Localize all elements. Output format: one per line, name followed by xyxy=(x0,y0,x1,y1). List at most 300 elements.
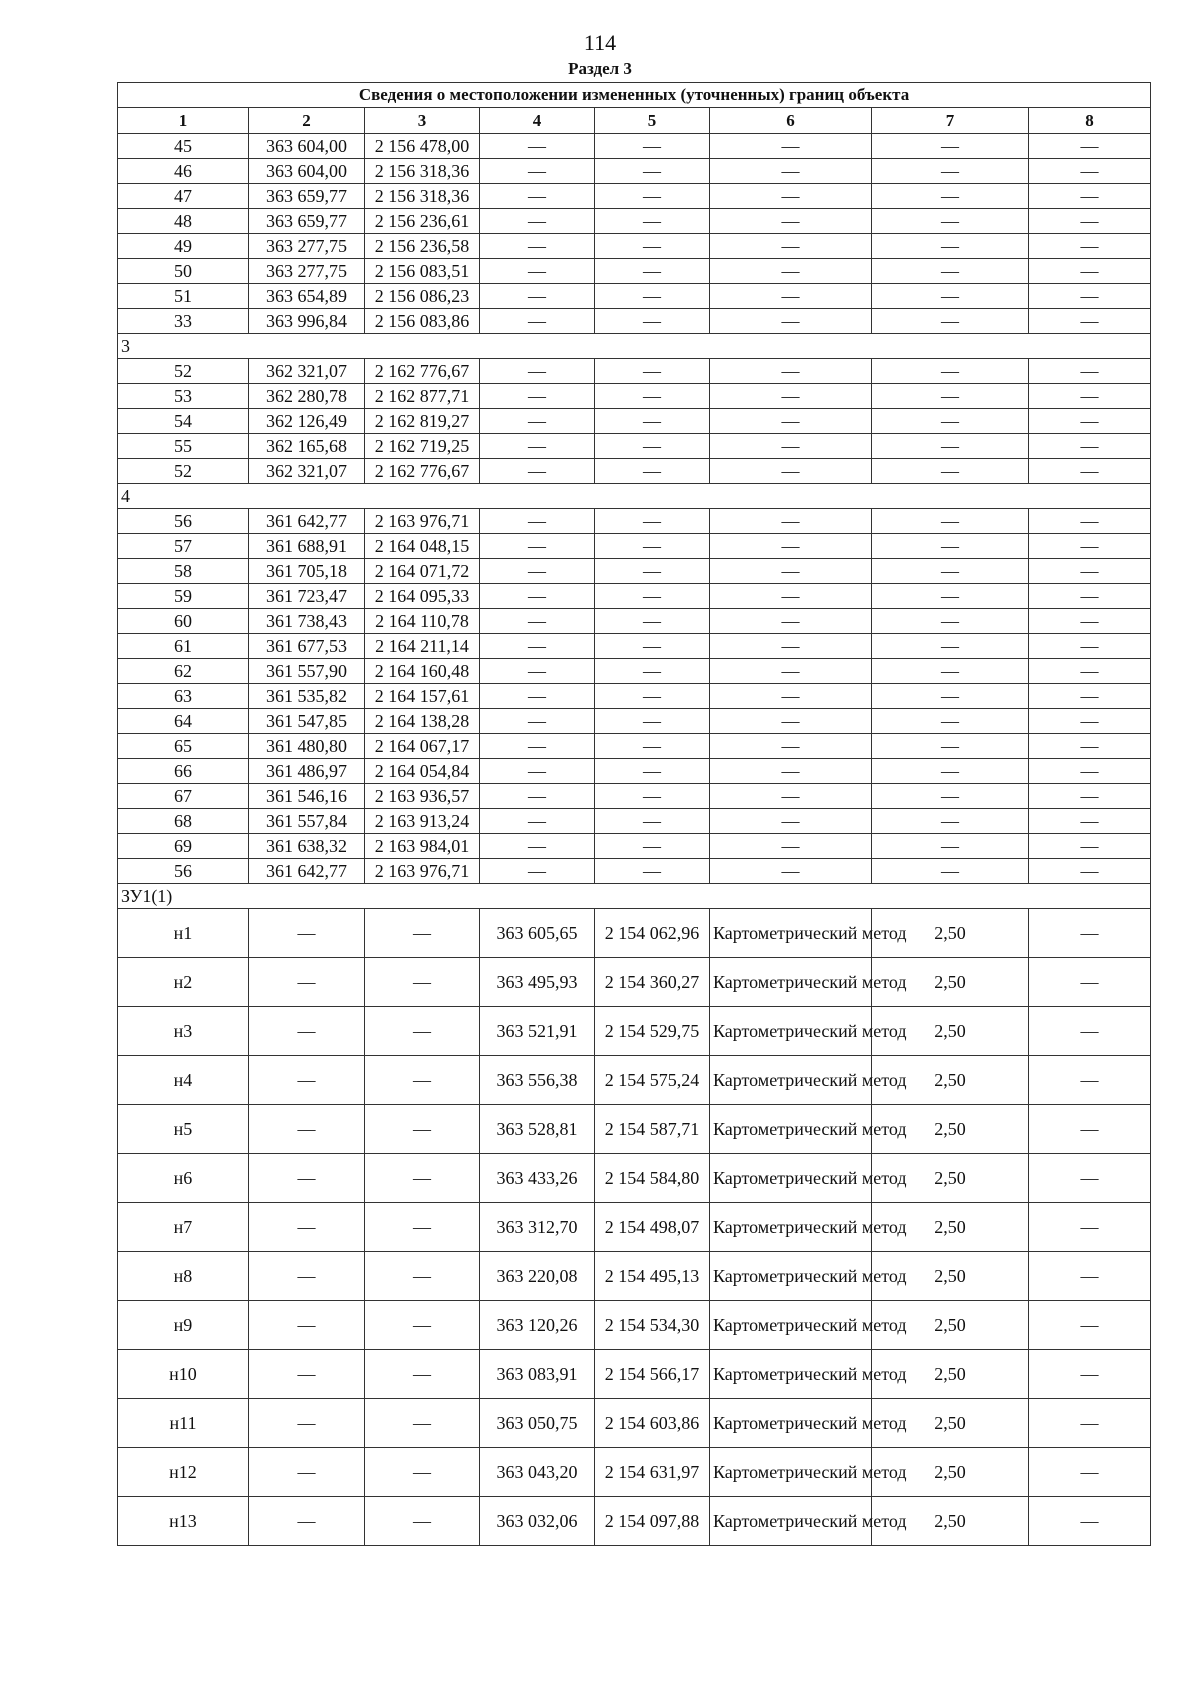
table-cell: 361 723,47 xyxy=(249,584,365,609)
table-cell: 363 312,70 xyxy=(480,1203,595,1252)
table-cell: — xyxy=(710,809,872,834)
table-cell: 2 164 067,17 xyxy=(365,734,480,759)
table-cell: — xyxy=(872,134,1029,159)
table-cell: — xyxy=(872,659,1029,684)
table-cell: 2 154 534,30 xyxy=(595,1301,710,1350)
table-cell: 2,50 xyxy=(872,958,1029,1007)
table-cell: 2 154 360,27 xyxy=(595,958,710,1007)
table-cell: — xyxy=(595,159,710,184)
table-cell: 362 280,78 xyxy=(249,384,365,409)
group-label: 3 xyxy=(118,334,1151,359)
table-cell: — xyxy=(595,309,710,334)
table-cell: — xyxy=(1029,209,1151,234)
table-cell: — xyxy=(710,659,872,684)
table-cell: — xyxy=(595,584,710,609)
table-cell: — xyxy=(595,384,710,409)
table-row xyxy=(118,509,1151,534)
table-cell: 2 156 086,23 xyxy=(365,284,480,309)
table-cell: — xyxy=(1029,284,1151,309)
table-row xyxy=(118,184,1151,209)
table-cell: — xyxy=(1029,734,1151,759)
table-cell: 2 163 936,57 xyxy=(365,784,480,809)
table-cell: — xyxy=(249,1056,365,1105)
table-cell: 59 xyxy=(118,584,249,609)
table-cell: н10 xyxy=(118,1350,249,1399)
table-cell: 2 164 157,61 xyxy=(365,684,480,709)
table-cell: — xyxy=(480,434,595,459)
table-cell: — xyxy=(710,709,872,734)
table-cell: 54 xyxy=(118,409,249,434)
table-cell: — xyxy=(365,909,480,958)
table-cell: — xyxy=(249,958,365,1007)
table-cell: — xyxy=(872,709,1029,734)
table-cell: — xyxy=(595,209,710,234)
table-cell: н1 xyxy=(118,909,249,958)
table-cell: 2 156 318,36 xyxy=(365,184,480,209)
table-cell: 363 495,93 xyxy=(480,958,595,1007)
table-cell: — xyxy=(1029,1203,1151,1252)
table-cell: — xyxy=(595,734,710,759)
table-row xyxy=(118,1399,1151,1448)
table-cell: — xyxy=(1029,859,1151,884)
table-row xyxy=(118,409,1151,434)
table-cell: 2 164 211,14 xyxy=(365,634,480,659)
group-label: 4 xyxy=(118,484,1151,509)
table-cell: — xyxy=(595,284,710,309)
table-cell: 48 xyxy=(118,209,249,234)
table-cell: — xyxy=(480,384,595,409)
table-cell: 2 164 054,84 xyxy=(365,759,480,784)
table-cell: 56 xyxy=(118,859,249,884)
column-header: 3 xyxy=(365,108,480,134)
table-cell: Картометрический метод xyxy=(710,958,872,1007)
table-cell: 2 156 236,61 xyxy=(365,209,480,234)
table-cell: — xyxy=(710,634,872,659)
table-cell: — xyxy=(480,134,595,159)
table-cell: — xyxy=(872,534,1029,559)
table-row xyxy=(118,559,1151,584)
table-cell: 363 043,20 xyxy=(480,1448,595,1497)
table-cell: 68 xyxy=(118,809,249,834)
table-row xyxy=(118,384,1151,409)
table-cell: 363 659,77 xyxy=(249,209,365,234)
table-cell: — xyxy=(1029,1056,1151,1105)
table-cell: Картометрический метод xyxy=(710,1105,872,1154)
table-cell: — xyxy=(872,784,1029,809)
table-cell: 363 659,77 xyxy=(249,184,365,209)
table-cell: — xyxy=(365,1154,480,1203)
table-cell: — xyxy=(1029,634,1151,659)
table-cell: — xyxy=(710,509,872,534)
table-cell: н3 xyxy=(118,1007,249,1056)
table-cell: — xyxy=(1029,1105,1151,1154)
table-cell: 363 528,81 xyxy=(480,1105,595,1154)
table-cell: 2 164 095,33 xyxy=(365,584,480,609)
table-cell: 67 xyxy=(118,784,249,809)
table-cell: — xyxy=(710,234,872,259)
table-cell: 46 xyxy=(118,159,249,184)
table-row xyxy=(118,1252,1151,1301)
table-cell: — xyxy=(1029,534,1151,559)
table-row xyxy=(118,709,1151,734)
table-cell: 2,50 xyxy=(872,1056,1029,1105)
table-cell: н13 xyxy=(118,1497,249,1546)
table-cell: — xyxy=(595,359,710,384)
table-cell: н5 xyxy=(118,1105,249,1154)
table-cell: — xyxy=(1029,1301,1151,1350)
table-cell: — xyxy=(710,209,872,234)
table-cell: — xyxy=(480,534,595,559)
table-cell: 361 738,43 xyxy=(249,609,365,634)
group-header-row xyxy=(118,884,1151,909)
table-cell: — xyxy=(595,134,710,159)
table-cell: — xyxy=(1029,459,1151,484)
table-cell: — xyxy=(249,1154,365,1203)
table-cell: 363 083,91 xyxy=(480,1350,595,1399)
table-cell: — xyxy=(872,734,1029,759)
table-cell: Картометрический метод xyxy=(710,1252,872,1301)
table-cell: 66 xyxy=(118,759,249,784)
table-cell: — xyxy=(710,159,872,184)
table-cell: 60 xyxy=(118,609,249,634)
table-cell: — xyxy=(1029,559,1151,584)
table-cell: — xyxy=(872,809,1029,834)
table-row xyxy=(118,958,1151,1007)
table-row xyxy=(118,284,1151,309)
table-cell: — xyxy=(872,509,1029,534)
table-cell: — xyxy=(595,609,710,634)
table-row xyxy=(118,859,1151,884)
table-cell: — xyxy=(480,584,595,609)
table-title: Сведения о местоположении измененных (уточненных) границ объекта xyxy=(118,83,1151,108)
table-cell: 2 156 083,86 xyxy=(365,309,480,334)
table-cell: 363 556,38 xyxy=(480,1056,595,1105)
table-cell: — xyxy=(480,609,595,634)
table-cell: — xyxy=(365,1056,480,1105)
table-cell: — xyxy=(595,709,710,734)
table-cell: — xyxy=(710,584,872,609)
table-cell: — xyxy=(872,634,1029,659)
table-row xyxy=(118,1007,1151,1056)
table-cell: 362 126,49 xyxy=(249,409,365,434)
table-cell: 45 xyxy=(118,134,249,159)
table-cell: 55 xyxy=(118,434,249,459)
table-cell: 65 xyxy=(118,734,249,759)
page-number: 114 xyxy=(583,30,617,55)
table-row xyxy=(118,1056,1151,1105)
table-row xyxy=(118,259,1151,284)
table-cell: — xyxy=(710,459,872,484)
table-cell: — xyxy=(480,809,595,834)
table-row xyxy=(118,1350,1151,1399)
table-cell: — xyxy=(480,684,595,709)
table-cell: 2 163 976,71 xyxy=(365,509,480,534)
table-cell: 362 321,07 xyxy=(249,359,365,384)
table-cell: — xyxy=(480,459,595,484)
table-row xyxy=(118,809,1151,834)
table-cell: 58 xyxy=(118,559,249,584)
table-cell: 2,50 xyxy=(872,1007,1029,1056)
table-cell: 361 557,90 xyxy=(249,659,365,684)
table-cell: — xyxy=(872,584,1029,609)
table-cell: 363 605,65 xyxy=(480,909,595,958)
table-cell: Картометрический метод xyxy=(710,1350,872,1399)
table-row xyxy=(118,234,1151,259)
table-cell: — xyxy=(249,1203,365,1252)
table-row xyxy=(118,634,1151,659)
table-cell: — xyxy=(710,759,872,784)
table-title-row xyxy=(118,83,1151,108)
table-cell: — xyxy=(595,534,710,559)
table-cell: 53 xyxy=(118,384,249,409)
table-cell: 2 154 529,75 xyxy=(595,1007,710,1056)
table-cell: — xyxy=(1029,1497,1151,1546)
table-cell: 2 156 478,00 xyxy=(365,134,480,159)
table-row xyxy=(118,159,1151,184)
table-cell: — xyxy=(249,1301,365,1350)
table-row xyxy=(118,659,1151,684)
column-header: 4 xyxy=(480,108,595,134)
table-cell: — xyxy=(249,1497,365,1546)
table-cell: — xyxy=(1029,409,1151,434)
table-row xyxy=(118,834,1151,859)
table-body xyxy=(118,83,1151,1546)
table-cell: 2,50 xyxy=(872,1301,1029,1350)
table-cell: — xyxy=(1029,759,1151,784)
table-cell: Картометрический метод xyxy=(710,1203,872,1252)
table-cell: — xyxy=(1029,359,1151,384)
table-cell: 361 642,77 xyxy=(249,509,365,534)
table-cell: — xyxy=(595,259,710,284)
table-cell: 361 688,91 xyxy=(249,534,365,559)
table-cell: Картометрический метод xyxy=(710,1497,872,1546)
table-cell: — xyxy=(480,659,595,684)
table-cell: 363 604,00 xyxy=(249,134,365,159)
table-cell: — xyxy=(480,159,595,184)
table-cell: 2 156 083,51 xyxy=(365,259,480,284)
table-cell: — xyxy=(1029,259,1151,284)
table-row xyxy=(118,909,1151,958)
table-cell: — xyxy=(872,434,1029,459)
boundary-coordinates-table xyxy=(117,82,1151,1546)
table-cell: Картометрический метод xyxy=(710,1301,872,1350)
table-cell: Картометрический метод xyxy=(710,1007,872,1056)
table-cell: — xyxy=(595,234,710,259)
table-cell: — xyxy=(872,309,1029,334)
table-cell: — xyxy=(710,734,872,759)
table-cell: — xyxy=(872,834,1029,859)
table-cell: — xyxy=(872,559,1029,584)
table-cell: — xyxy=(480,634,595,659)
table-cell: 363 604,00 xyxy=(249,159,365,184)
table-cell: — xyxy=(1029,709,1151,734)
table-cell: — xyxy=(595,184,710,209)
table-cell: — xyxy=(1029,384,1151,409)
table-cell: — xyxy=(365,1497,480,1546)
table-cell: 363 433,26 xyxy=(480,1154,595,1203)
table-cell: — xyxy=(1029,159,1151,184)
table-cell: 2 162 877,71 xyxy=(365,384,480,409)
table-cell: — xyxy=(872,459,1029,484)
table-cell: — xyxy=(710,134,872,159)
table-cell: — xyxy=(872,684,1029,709)
table-cell: 69 xyxy=(118,834,249,859)
table-cell: 361 535,82 xyxy=(249,684,365,709)
table-cell: — xyxy=(480,834,595,859)
column-header-row xyxy=(118,108,1151,134)
table-cell: 49 xyxy=(118,234,249,259)
table-cell: 361 486,97 xyxy=(249,759,365,784)
table-cell: — xyxy=(1029,1007,1151,1056)
table-cell: н12 xyxy=(118,1448,249,1497)
table-cell: — xyxy=(365,1301,480,1350)
table-cell: — xyxy=(595,634,710,659)
table-cell: — xyxy=(595,409,710,434)
table-cell: 2 164 071,72 xyxy=(365,559,480,584)
table-cell: 61 xyxy=(118,634,249,659)
table-row xyxy=(118,209,1151,234)
table-cell: Картометрический метод xyxy=(710,1154,872,1203)
table-cell: 51 xyxy=(118,284,249,309)
table-row xyxy=(118,734,1151,759)
table-cell: 363 996,84 xyxy=(249,309,365,334)
table-cell: 2,50 xyxy=(872,909,1029,958)
table-cell: 2 156 318,36 xyxy=(365,159,480,184)
table-cell: 2 164 110,78 xyxy=(365,609,480,634)
table-cell: 2 162 776,67 xyxy=(365,359,480,384)
table-cell: — xyxy=(872,234,1029,259)
table-cell: — xyxy=(872,409,1029,434)
table-cell: — xyxy=(1029,784,1151,809)
table-cell: 2 164 160,48 xyxy=(365,659,480,684)
table-cell: — xyxy=(365,958,480,1007)
table-cell: — xyxy=(710,834,872,859)
table-cell: — xyxy=(1029,234,1151,259)
table-cell: 362 165,68 xyxy=(249,434,365,459)
table-cell: 363 521,91 xyxy=(480,1007,595,1056)
table-cell: н11 xyxy=(118,1399,249,1448)
table-cell: 64 xyxy=(118,709,249,734)
table-cell: 361 546,16 xyxy=(249,784,365,809)
table-cell: — xyxy=(595,684,710,709)
table-cell: — xyxy=(249,1448,365,1497)
table-cell: 2 164 048,15 xyxy=(365,534,480,559)
table-cell: — xyxy=(480,709,595,734)
table-cell: — xyxy=(710,534,872,559)
table-cell: 2 154 498,07 xyxy=(595,1203,710,1252)
table-cell: 361 547,85 xyxy=(249,709,365,734)
table-row xyxy=(118,684,1151,709)
table-cell: — xyxy=(1029,434,1151,459)
table-cell: 2 162 719,25 xyxy=(365,434,480,459)
table-cell: — xyxy=(480,559,595,584)
table-cell: н2 xyxy=(118,958,249,1007)
table-row xyxy=(118,1448,1151,1497)
table-cell: — xyxy=(872,384,1029,409)
table-cell: — xyxy=(595,659,710,684)
table-cell: — xyxy=(1029,1154,1151,1203)
table-cell: 2,50 xyxy=(872,1497,1029,1546)
table-cell: 50 xyxy=(118,259,249,284)
table-cell: 2 164 138,28 xyxy=(365,709,480,734)
table-cell: — xyxy=(595,784,710,809)
table-cell: — xyxy=(480,784,595,809)
table-cell: н4 xyxy=(118,1056,249,1105)
table-cell: 363 050,75 xyxy=(480,1399,595,1448)
table-cell: — xyxy=(249,1007,365,1056)
table-row xyxy=(118,584,1151,609)
table-cell: 2,50 xyxy=(872,1448,1029,1497)
table-cell: 2,50 xyxy=(872,1105,1029,1154)
table-cell: 2,50 xyxy=(872,1252,1029,1301)
table-row xyxy=(118,1105,1151,1154)
table-cell: — xyxy=(710,559,872,584)
column-header: 8 xyxy=(1029,108,1151,134)
table-cell: — xyxy=(872,259,1029,284)
table-cell: — xyxy=(1029,1399,1151,1448)
table-cell: — xyxy=(1029,509,1151,534)
table-cell: 362 321,07 xyxy=(249,459,365,484)
table-cell: — xyxy=(365,1399,480,1448)
table-cell: — xyxy=(710,434,872,459)
table-row xyxy=(118,759,1151,784)
table-cell: 2,50 xyxy=(872,1399,1029,1448)
table-cell: 363 032,06 xyxy=(480,1497,595,1546)
table-cell: 56 xyxy=(118,509,249,534)
table-cell: — xyxy=(365,1007,480,1056)
table-cell: — xyxy=(1029,584,1151,609)
table-cell: — xyxy=(1029,1252,1151,1301)
table-cell: — xyxy=(872,284,1029,309)
table-cell: — xyxy=(480,359,595,384)
table-cell: 361 642,77 xyxy=(249,859,365,884)
table-cell: Картометрический метод xyxy=(710,1399,872,1448)
table-cell: — xyxy=(249,909,365,958)
table-cell: 2 163 913,24 xyxy=(365,809,480,834)
table-row xyxy=(118,784,1151,809)
table-cell: 2 163 976,71 xyxy=(365,859,480,884)
table-cell: — xyxy=(249,1399,365,1448)
table-cell: — xyxy=(872,609,1029,634)
table-cell: — xyxy=(480,859,595,884)
table-cell: — xyxy=(480,309,595,334)
table-cell: 363 277,75 xyxy=(249,259,365,284)
table-cell: 52 xyxy=(118,459,249,484)
table-cell: — xyxy=(480,509,595,534)
table-row xyxy=(118,1301,1151,1350)
table-cell: 2 154 603,86 xyxy=(595,1399,710,1448)
table-cell: — xyxy=(595,509,710,534)
table-cell: — xyxy=(249,1252,365,1301)
table-row xyxy=(118,434,1151,459)
table-cell: 2 154 584,80 xyxy=(595,1154,710,1203)
table-cell: 2 154 566,17 xyxy=(595,1350,710,1399)
table-cell: — xyxy=(480,184,595,209)
table-cell: — xyxy=(710,684,872,709)
table-cell: н7 xyxy=(118,1203,249,1252)
table-cell: Картометрический метод xyxy=(710,1448,872,1497)
table-row xyxy=(118,134,1151,159)
table-cell: н6 xyxy=(118,1154,249,1203)
table-cell: — xyxy=(1029,834,1151,859)
table-cell: Картометрический метод xyxy=(710,909,872,958)
table-cell: — xyxy=(595,459,710,484)
table-cell: — xyxy=(1029,609,1151,634)
table-cell: 2 154 062,96 xyxy=(595,909,710,958)
table-row xyxy=(118,534,1151,559)
table-cell: — xyxy=(710,859,872,884)
table-cell: — xyxy=(710,284,872,309)
